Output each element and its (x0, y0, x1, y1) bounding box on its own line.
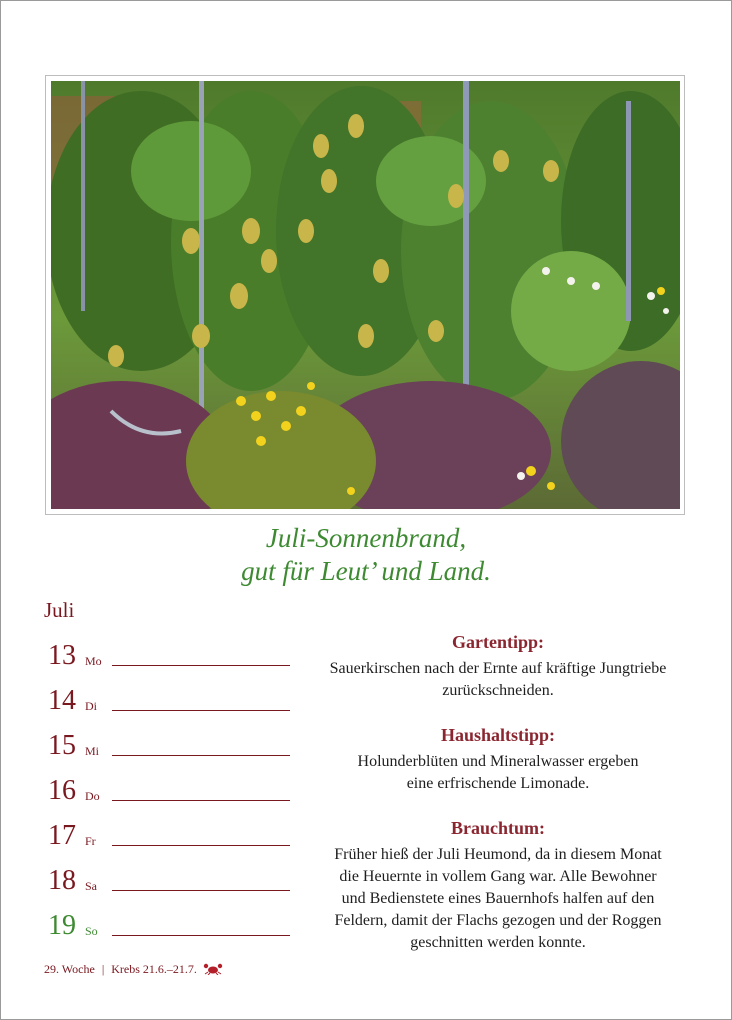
garden-tip-line: Sauerkirschen nach der Ernte auf kräftige Jungtriebe (329, 660, 667, 677)
writing-line (112, 800, 290, 801)
household-tip-line: eine erfrischende Limonade. (406, 775, 590, 792)
day-abbr: Sa (85, 879, 97, 893)
zodiac-label: Krebs 21.6.–21.7. (111, 962, 197, 976)
day-abbr: So (85, 924, 98, 938)
motto (0, 522, 732, 588)
day-abbr: Di (85, 699, 97, 713)
day-row (48, 812, 290, 852)
custom-title: Brauchtum: (451, 818, 545, 838)
household-tip-line: Holunderblüten und Mineralwasser ergeben (357, 753, 639, 770)
household-tip-title: Haushaltstipp: (440, 725, 556, 745)
day-number: 14 (48, 685, 76, 716)
writing-line (112, 845, 290, 846)
day-number: 19 (48, 910, 76, 941)
day-abbr: Fr (85, 834, 96, 848)
custom-line: und Bedienstete eines Bauernhofs halfen auf den (341, 890, 655, 907)
garden-tip-text (300, 658, 696, 702)
custom-line: geschnitten werden konnte. (410, 934, 586, 951)
custom-text (300, 844, 696, 954)
photo-illustration (51, 81, 680, 509)
day-row (48, 722, 290, 762)
garden-tip-line: zurückschneiden. (442, 682, 554, 699)
writing-line (112, 890, 290, 891)
writing-line (112, 665, 290, 666)
motto-line-2: gut für Leut’ und Land. (241, 556, 491, 586)
day-row (48, 857, 290, 897)
pear-tree-garden-photo (51, 81, 680, 509)
crab-icon (203, 963, 223, 979)
day-number: 17 (48, 820, 76, 851)
writing-line (112, 710, 290, 711)
day-row (48, 632, 290, 672)
writing-line (112, 935, 290, 936)
garden-tip-title: Gartentipp: (452, 632, 544, 652)
footer-separator: | (101, 962, 105, 976)
day-row-sunday (48, 902, 290, 942)
day-number: 15 (48, 730, 76, 761)
day-number: 16 (48, 775, 76, 806)
custom-line: Früher hieß der Juli Heumond, da in diesem Monat (334, 846, 662, 863)
custom-line: die Heuernte in vollem Gang war. Alle Bewohner (339, 868, 657, 885)
garden-tip (300, 630, 696, 702)
footer (44, 962, 223, 979)
household-tip (300, 723, 696, 795)
household-tip-text (300, 751, 696, 795)
day-number: 18 (48, 865, 76, 896)
day-abbr: Do (85, 789, 100, 803)
motto-line-1: Juli-Sonnenbrand, (265, 523, 467, 553)
custom-section (300, 816, 696, 954)
day-abbr: Mi (85, 744, 100, 758)
custom-line: Feldern, damit der Flachs gezogen und der Roggen (334, 912, 662, 929)
day-number: 13 (48, 640, 76, 671)
month-label: Juli (44, 598, 75, 622)
week-label: 29. Woche (44, 962, 95, 976)
day-row (48, 677, 290, 717)
writing-line (112, 755, 290, 756)
day-abbr: Mo (85, 654, 102, 668)
day-row (48, 767, 290, 807)
